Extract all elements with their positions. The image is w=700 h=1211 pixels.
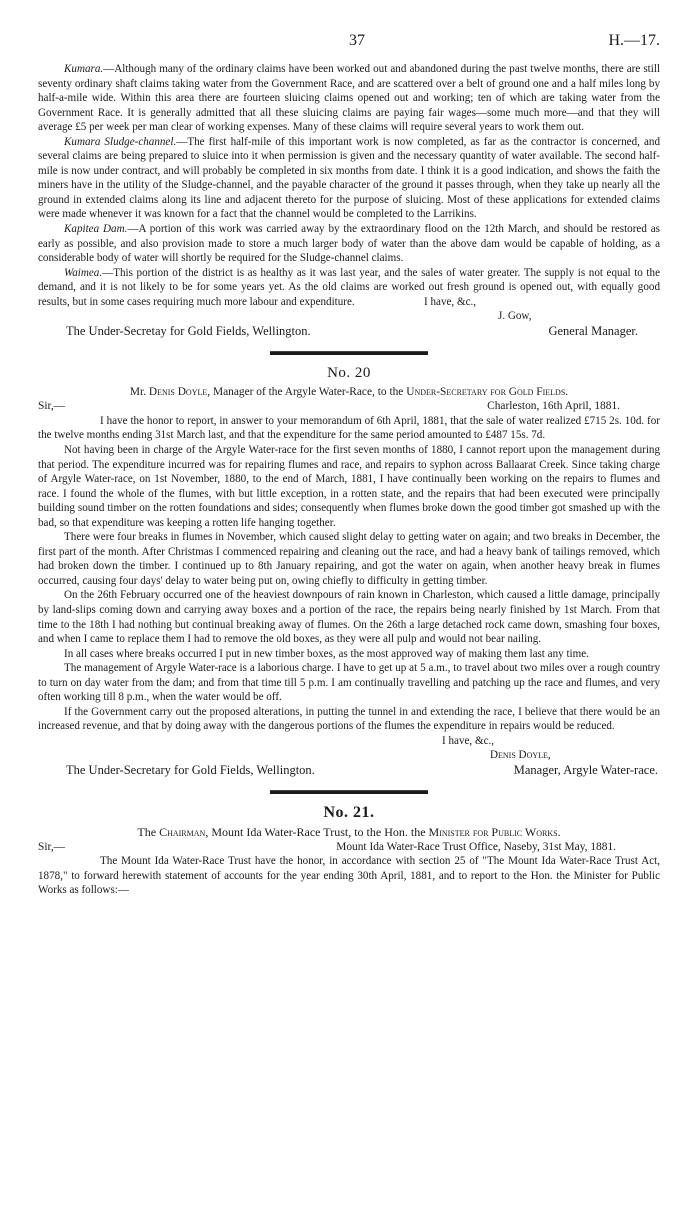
letter-paragraph: The management of Argyle Water-race is a laborious charge. I have to get up at 5 a.m., to travel about two miles over a rough country to turn on day water from the dam; and from that time till 5 p.m. I am continually travelling and patching up the race and flumes, and very often working till 8 p.m., when the water would be off. bbox=[38, 662, 660, 704]
report-paragraph bbox=[38, 135, 660, 222]
paragraph-text: —The first half-mile of this important work is now completed, as far as the contractor is concerned, and several claims are being prepared to sluice into it when permission is given and the necessary quantity of water available. The second half-mile is now under contract, and will probably be completed in six months from date. I think it is a good indication, and shows the faith the miners have in the utility of the Sludge-channel, and the payable character of the ground it passes through, when they take up nearly all the ground in extended claims along its line and adjacent thereto for the purpose of sluicing. Most of these applications for extended claims were made whenever it was known for a fact that the channel would be completed to the Larrikins. bbox=[38, 135, 660, 221]
subtitle-end: . bbox=[565, 385, 569, 398]
kumara-addressee-row bbox=[38, 324, 660, 339]
letter-paragraph: On the 26th February occurred one of the heaviest downpours of rain known in Charleston, which caused a little damage, principally by land-slips coming down and carrying away boxes and a portion of the race, the repairs being nearly finished by 1st March. From that time to the 18th I had nothing but continual breaking away of flumes. On the 26th a large detached rock came down, smashing four boxes, and when I came to replace them I had to remove the old boxes, as they were all pulp and would not bear nailing. bbox=[38, 589, 660, 646]
letter-subtitle bbox=[38, 825, 660, 840]
section-divider bbox=[38, 351, 660, 355]
kumara-closing bbox=[38, 295, 660, 324]
paragraph-text: —Although many of the ordinary claims have been worked out and abandoned during the past twelve months, there are still seventy ordinary shaft claims taking water from the Government Race, and are scattered over a belt of ground one and a half miles long by half-a-mile wide. Within this area there are fourteen sluicing claims opened out and working; ten of which are taking water from the Government Race. It is generally admitted that all these sluicing claims are paying fair wages—some much more—and that they will average £5 per week per man clear of working expenses. Many of these claims will require several years to work them out. bbox=[38, 63, 660, 134]
letter-subtitle bbox=[38, 385, 660, 400]
page-number: 37 bbox=[349, 32, 365, 49]
letter-number-heading: No. 20 bbox=[327, 364, 371, 381]
letter-paragraph: If the Government carry out the proposed alterations, in putting the tunnel in and extending the race, I believe that there would be an increased revenue, and that by doing away with the dangerous portions of the flumes the expenditure in repairs would be reduced. bbox=[38, 705, 660, 733]
subtitle-prefix: The bbox=[137, 825, 157, 840]
letter-20-body bbox=[38, 414, 660, 734]
letter-21-body bbox=[38, 854, 660, 898]
report-paragraph bbox=[38, 222, 660, 266]
salutation-row bbox=[38, 399, 660, 414]
author-title: Chairman bbox=[159, 825, 206, 840]
letter-20-addressee-row bbox=[38, 763, 660, 778]
salutation-row bbox=[38, 840, 660, 855]
page-header bbox=[38, 0, 660, 62]
letter-20-closing bbox=[38, 734, 660, 763]
page-reference: H.—17. bbox=[608, 32, 660, 49]
section-divider bbox=[38, 790, 660, 794]
salutation: Sir,— bbox=[38, 840, 66, 853]
letter-paragraph: Not having been in charge of the Argyle Water-race for the first seven months of 1880, I cannot report upon the management during that period. The expenditure incurred was for repairing flumes and race, and repairs to syphon across Ballaarat Creek. Since taking charge of Argyle Water-race, on 1st November, 1880, to the end of March, 1881, I have continually been working on the repairs to flumes and race. I found the whole of the flumes, with but little exception, in a rotten state, and the repairs that had been executed were principally building sound timber on the rotten foundations and sides; consequently when flumes broke down the good timber got smashed up with the bad, so that expenditure was keeping a rotten life hanging together. bbox=[38, 443, 660, 529]
letter-paragraph: There were four breaks in flumes in November, which caused slight delay to getting water on again; and two breaks in December, the first part of the month. After Christmas I commenced repairing and cleaning out the race, and had a heavy bank of tailings removed, which had broken down the timber. I continued up to 8th January repairing, and got the water on again, when another heavy break in flumes occurred, causing four days' delay to water being put on, owing chiefly to difficulty in getting timber. bbox=[38, 531, 660, 587]
subtitle-end: . bbox=[557, 825, 561, 840]
divider-rule bbox=[270, 790, 428, 794]
signer-title: General Manager. bbox=[548, 323, 638, 338]
author-name: Denis Doyle bbox=[148, 385, 208, 398]
closing-salutation: I have, &c., bbox=[442, 734, 495, 747]
paragraph-lead: Waimea. bbox=[64, 266, 103, 279]
subtitle-middle: , Manager of the Argyle Water-Race, to the bbox=[207, 385, 404, 398]
report-paragraph bbox=[38, 62, 660, 135]
recipient-title: Minister for Public Works bbox=[428, 825, 558, 840]
letter-paragraph: The Mount Ida Water-Race Trust have the honor, in accordance with section 25 of "The Mount Ida Water-Race Trust Act, 1878," to forward herewith statement of accounts for the year ending 30th April, 1881, and to report to the Hon. the Minister for Public Works as follows:— bbox=[38, 855, 660, 897]
subtitle-middle: , Mount Ida Water-Race Trust, to the Hon. the bbox=[205, 825, 426, 840]
letter-paragraph: In all cases where breaks occurred I put in new timber boxes, as the most approved way of making them last any time. bbox=[64, 647, 589, 660]
letter-number-heading: No. 21. bbox=[323, 804, 375, 822]
paragraph-text: —A portion of this work was carried away by the extraordinary flood on the 12th March, and should be restored as early as possible, and also provision made to store a much larger body of water than the above dam would be capable of holding, as a considerable body of water will shortly be required for the Sludge-channel claims. bbox=[38, 223, 660, 265]
signature: Denis Doyle, bbox=[490, 749, 551, 762]
paragraph-lead: Kapitea Dam. bbox=[64, 223, 128, 236]
letter-paragraph: I have the honor to report, in answer to your memorandum of 6th April, 1881, that the sale of water realized £715 2s. 10d. for the twelve months ending 31st March last, and that the expenditure for the same period amounted to £487 15s. 7d. bbox=[38, 414, 660, 442]
kumara-report bbox=[38, 62, 660, 309]
place-date: Charleston, 16th April, 1881. bbox=[487, 400, 620, 413]
addressee: The Under-Secretary for Gold Fields, Wellington. bbox=[66, 763, 315, 778]
recipient-title: Under-Secretary for Gold Fields bbox=[406, 385, 566, 398]
paragraph-text: —This portion of the district is as healthy as it was last year, and the sales of water greater. The supply is not equal to the demand, and it is not likely to be for some years yet. As the old claims are worked out fresh ground is opened out, with equally good results, but in some cases requiring much more labour and expenditure. bbox=[38, 266, 660, 308]
signature: J. Gow, bbox=[498, 310, 532, 323]
divider-rule bbox=[270, 351, 428, 355]
salutation: Sir,— bbox=[38, 400, 66, 413]
paragraph-lead: Kumara Sludge-channel. bbox=[64, 135, 177, 148]
closing-salutation: I have, &c., bbox=[424, 295, 477, 308]
paragraph-lead: Kumara. bbox=[64, 63, 104, 75]
place-date: Mount Ida Water-Race Trust Office, Naseby, 31st May, 1881. bbox=[336, 840, 616, 853]
signer-title: Manager, Argyle Water-race. bbox=[513, 763, 658, 778]
addressee: The Under-Secretay for Gold Fields, Wellington. bbox=[66, 323, 311, 338]
subtitle-prefix: Mr. bbox=[129, 385, 146, 398]
